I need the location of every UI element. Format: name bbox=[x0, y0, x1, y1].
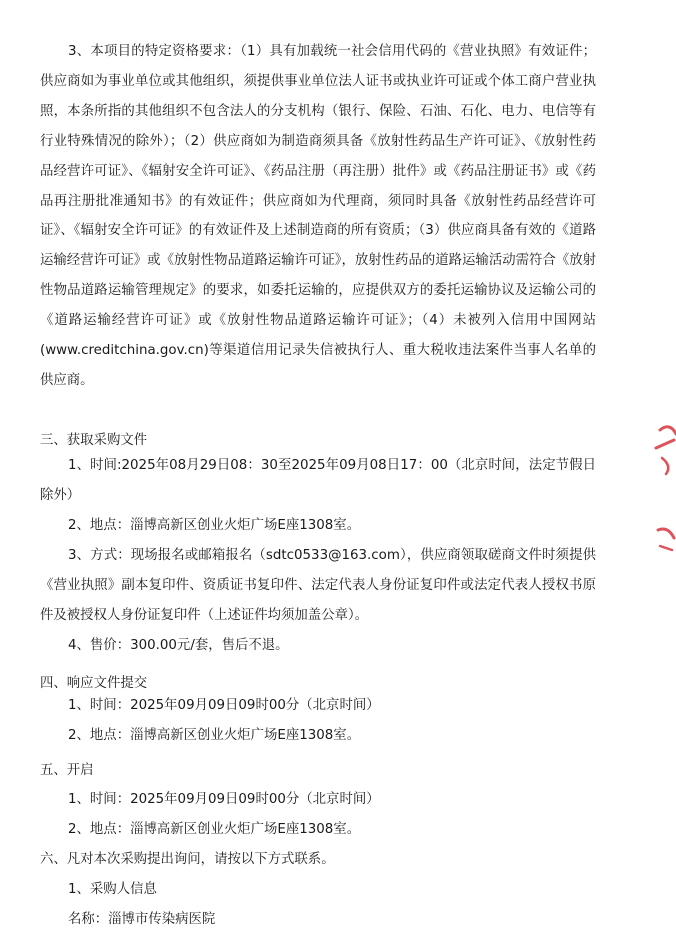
seal-stamp-fragment bbox=[648, 400, 676, 570]
section-3-time: 1、时间:2025年08月29日08：30至2025年09月08日17：00（北京时间，法定节假日除外） bbox=[40, 458, 596, 503]
section-4-heading: 四、响应文件提交 bbox=[40, 676, 148, 691]
section-3-heading: 三、获取采购文件 bbox=[40, 433, 148, 448]
section-4-time: 1、时间：2025年09月09日09时00分（北京时间） bbox=[68, 698, 380, 713]
section-6-purchaser-info: 1、采购人信息 bbox=[68, 882, 157, 897]
section-3-method: 3、方式：现场报名或邮箱报名（sdtc0533@163.com），供应商领取磋商文件时须提供《营业执照》副本复印件、资质证书复印件、法定代表人身份证复印件或法定代表人授权书原件及被授权人身份证复印件（上述证件均须加盖公章）。 bbox=[40, 548, 596, 623]
section-5-heading: 五、开启 bbox=[40, 763, 94, 778]
section-5-time: 1、时间：2025年09月09日09时00分（北京时间） bbox=[68, 792, 380, 807]
section-6-heading: 六、凡对本次采购提出询问，请按以下方式联系。 bbox=[40, 852, 335, 867]
section-3-place: 2、地点：淄博高新区创业火炬广场E座1308室。 bbox=[68, 518, 361, 533]
section-6-purchaser-name: 名称：淄博市传染病医院 bbox=[68, 912, 216, 927]
section-4-place: 2、地点：淄博高新区创业火炬广场E座1308室。 bbox=[68, 728, 361, 743]
section-3-price: 4、售价：300.00元/套，售后不退。 bbox=[68, 638, 289, 653]
qualification-paragraph: 3、本项目的特定资格要求：（1）具有加载统一社会信用代码的《营业执照》有效证件；供应商如为事业单位或其他组织，须提供事业单位法人证书或执业许可证或个体工商户营业执照，本条所指的其他组织不包含法人的分支机构（银行、保险、石油、石化、电力、电信等有行业特殊情况的除外）；（2）供应商如为制造商须具备《放射性药品生产许可证》、《放射性药品经营许可证》、《辐射安全许可证》、《药品注册（再注册）批件》或《药品注册证书》或《药品再注册批准通知书》的有效证件；供应商如为代理商，须同时具备《放射性药品经营许可证》、《辐射安全许可证》的有效证件及上述制造商的所有资质；（3）供应商具备有效的《道路运输经营许可证》或《放射性物品道路运输许可证》，放射性药品的道路运输活动需符合《放射性物品道路运输管理规定》的要求，如委托运输的，应提供双方的委托运输协议及运输公司的《道路运输经营许可证》或《放射性物品道路运输许可证》；（4）未被列入信用中国网站(www.creditchina.gov.cn)等渠道信用记录失信被执行人、重大税收违法案件当事人名单的供应商。 bbox=[40, 44, 596, 388]
section-5-place: 2、地点：淄博高新区创业火炬广场E座1308室。 bbox=[68, 822, 361, 837]
